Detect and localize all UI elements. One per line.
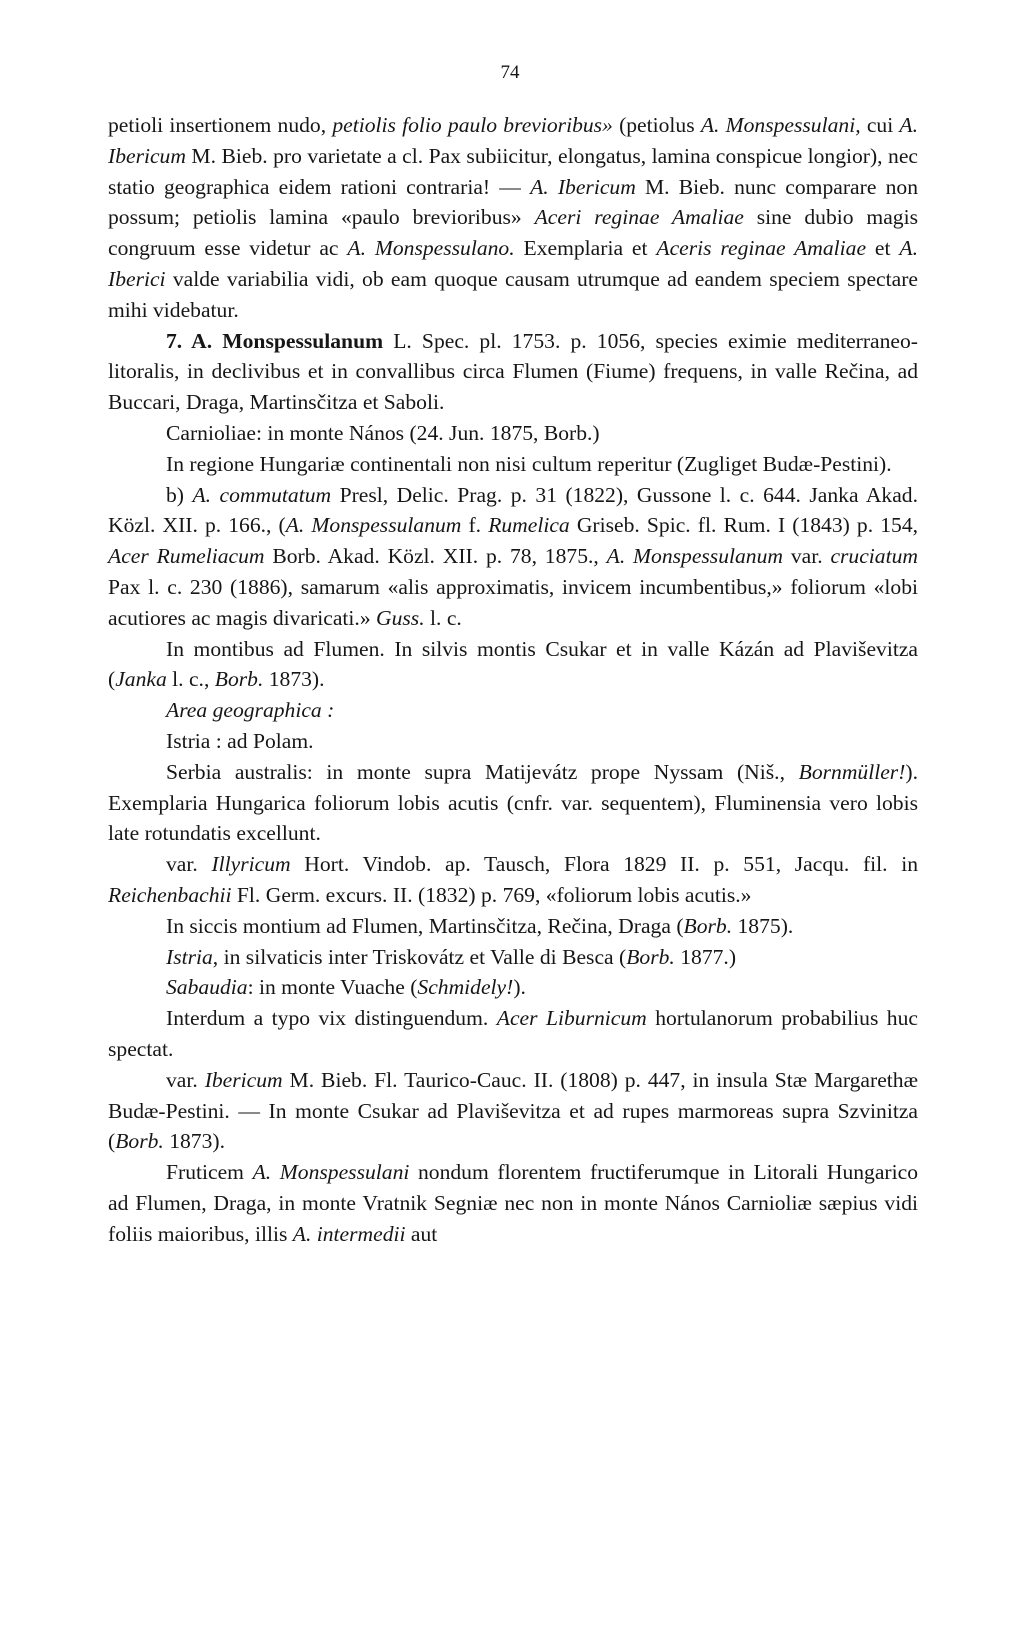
italic-text: Acer Rumeliacum — [108, 544, 265, 569]
page-number: 74 — [500, 62, 520, 83]
text-run: In siccis montium ad Flumen, Martinsčitza, Rečina, Draga ( — [166, 913, 684, 938]
italic-text: Bornmüller! — [798, 759, 906, 784]
text-run: var. — [166, 852, 212, 877]
text-run: M. Bieb. Fl. Taurico-Cauc. II. (1808) p. 447, in insula Stæ Margarethæ Budæ-Pestini. — In monte Csukar ad Plaviševitza et ad rupes marmoreas supra Szvinitza ( — [108, 1067, 918, 1154]
text-run: Borb. Akad. Közl. XII. p. 78, 1875., — [264, 544, 607, 569]
text-run: 1877.) — [674, 944, 737, 969]
italic-text: Ibericum — [204, 1067, 283, 1092]
text-run: : in monte Vuache ( — [247, 975, 418, 1000]
paragraph — [108, 326, 918, 418]
italic-text: Aceris reginae Amaliae — [656, 236, 867, 261]
text-run: Presl, Delic. Prag. p. 31 (1822), Gussone l. c. 644. Janka Akad. Közl. XII. p. 166., ( — [108, 482, 918, 538]
italic-text: A. Monspessulano. — [347, 236, 515, 261]
text-run: Pax l. c. 230 (1886), samarum «alis approximatis, invicem incumbentibus,» foliorum «lobi acutiores ac magis divaricati.» — [108, 574, 918, 630]
italic-text: A. Monspessulanum — [606, 544, 783, 569]
italic-text: cruciatum — [830, 544, 918, 569]
italic-text: A. commutatum — [192, 482, 332, 507]
italic-text: petiolis folio paulo brevioribus» — [332, 113, 613, 137]
italic-text: A. intermedii — [292, 1221, 406, 1246]
text-run: Istria : ad Polam. — [166, 728, 314, 753]
italic-text: Aceri reginae Amaliae — [534, 205, 744, 230]
italic-text: Reichenbachii — [108, 882, 232, 907]
paragraph — [108, 449, 918, 480]
paragraph — [108, 1157, 918, 1249]
text-run: 1873). — [163, 1129, 225, 1154]
italic-text: Borb. — [626, 944, 675, 969]
text-run: (petiolus — [612, 113, 701, 137]
text-run: var. — [783, 544, 831, 569]
body-text — [108, 110, 918, 1249]
text-run: var. — [166, 1067, 205, 1092]
paragraph — [108, 911, 918, 942]
paragraph — [108, 1065, 918, 1157]
paragraph — [108, 942, 918, 973]
italic-text: Schmidely! — [417, 975, 514, 1000]
text-run: et — [866, 236, 900, 261]
italic-text: A. Monspessulani, — [700, 113, 861, 137]
italic-text: Acer Liburnicum — [496, 1006, 647, 1031]
text-run: L. Spec. pl. 1753. p. 1056, species eximie mediterraneo-litoralis, in declivibus et in convallibus circa Flumen (Fiume) frequens, in valle Rečina, ad Buccari, Draga, Martinsčitza et Saboli. — [108, 328, 918, 415]
bold-species-heading: 7. A. Monspessulanum — [166, 328, 384, 353]
text-run: cui — [860, 113, 900, 137]
text-run: f. — [461, 513, 489, 538]
text-run: valde variabilia vidi, ob eam quoque causam utrumque ad eandem speciem spectare mihi videbatur. — [108, 266, 918, 322]
paragraph — [108, 726, 918, 757]
text-run: In montibus ad Flumen. In silvis montis Csukar et in valle Kázán ad Plaviševitza ( — [108, 636, 918, 692]
text-run: b) — [166, 482, 193, 507]
text-run: petioli insertionem nudo, — [108, 113, 333, 137]
text-run: Carnioliae: in monte Nános (24. Jun. 1875, Borb.) — [166, 420, 600, 445]
text-run: , in silvaticis inter Triskovátz et Valle di Besca ( — [212, 944, 627, 969]
text-run: Hort. Vindob. ap. Tausch, Flora 1829 II. p. 551, Jacqu. fil. in — [290, 852, 918, 877]
italic-text: Sabaudia — [166, 975, 248, 1000]
italic-text: A. Monspessulanum — [285, 513, 462, 538]
italic-text: A. Ibericum — [108, 113, 918, 168]
paragraph — [108, 757, 918, 849]
italic-text: A. Monspessulani — [252, 1160, 410, 1185]
paragraph — [108, 695, 918, 726]
text-run: ). Exemplaria Hungarica foliorum lobis acutis (cnfr. var. sequentem), Fluminensia vero lobis late rotundatis excellunt. — [108, 759, 918, 846]
italic-text: Borb. — [214, 667, 264, 692]
italic-text: Borb. — [683, 913, 733, 938]
text-run: l. c. — [424, 605, 462, 630]
text-run: Fruticem — [166, 1160, 253, 1185]
text-run: M. Bieb. pro varietate a cl. Pax subiicitur, elongatus, lamina conspicue longior), nec statio geographica eidem rationi contraria! — — [108, 143, 918, 199]
paragraph — [108, 418, 918, 449]
paragraph — [108, 849, 918, 911]
text-run: l. c., — [166, 667, 215, 692]
text-run: M. Bieb. nunc comparare non possum; petiolis lamina «paulo brevioribus» — [108, 174, 918, 230]
italic-text: Area geographica : — [166, 698, 335, 723]
text-run: Fl. Germ. excurs. II. (1832) p. 769, «foliorum lobis acutis.» — [231, 882, 752, 907]
paragraph — [108, 480, 918, 634]
italic-text: Illyricum — [211, 852, 291, 877]
italic-text: Borb. — [115, 1129, 164, 1154]
paragraph — [108, 110, 918, 326]
text-run: nondum florentem fructiferumque in Litorali Hungarico ad Flumen, Draga, in monte Vratnik Segniæ nec non in monte Nános Carnioliæ sæpius vidi foliis maioribus, illis — [108, 1160, 918, 1246]
text-run: sine dubio magis congruum esse videtur ac — [108, 205, 919, 261]
text-run: 1875). — [732, 913, 794, 938]
text-run: Interdum a typo vix distinguendum. — [166, 1006, 497, 1031]
text-run: aut — [405, 1221, 438, 1246]
italic-text: Rumelica — [488, 513, 570, 538]
text-run: 1873). — [263, 667, 325, 692]
text-run: In regione Hungariæ continentali non nisi cultum reperitur (Zugliget Budæ-Pestini). — [166, 451, 892, 476]
text-run: Serbia australis: in monte supra Matijevátz prope Nyssam (Niš., — [166, 759, 799, 784]
paragraph — [108, 972, 918, 1003]
text-run: ). — [513, 975, 526, 1000]
italic-text: Guss. — [376, 605, 425, 630]
italic-text: Janka — [115, 667, 167, 692]
text-run: hortulanorum probabilius huc spectat. — [108, 1006, 918, 1061]
paragraph — [108, 1003, 918, 1065]
italic-text: A. Iberici — [108, 236, 918, 291]
text-run: Griseb. Spic. fl. Rum. I (1843) p. 154, — [569, 513, 919, 538]
paragraph — [108, 634, 918, 696]
italic-text: A. Ibericum — [530, 174, 636, 199]
text-run: Exemplaria et — [514, 236, 657, 261]
italic-text: Istria — [166, 944, 213, 969]
